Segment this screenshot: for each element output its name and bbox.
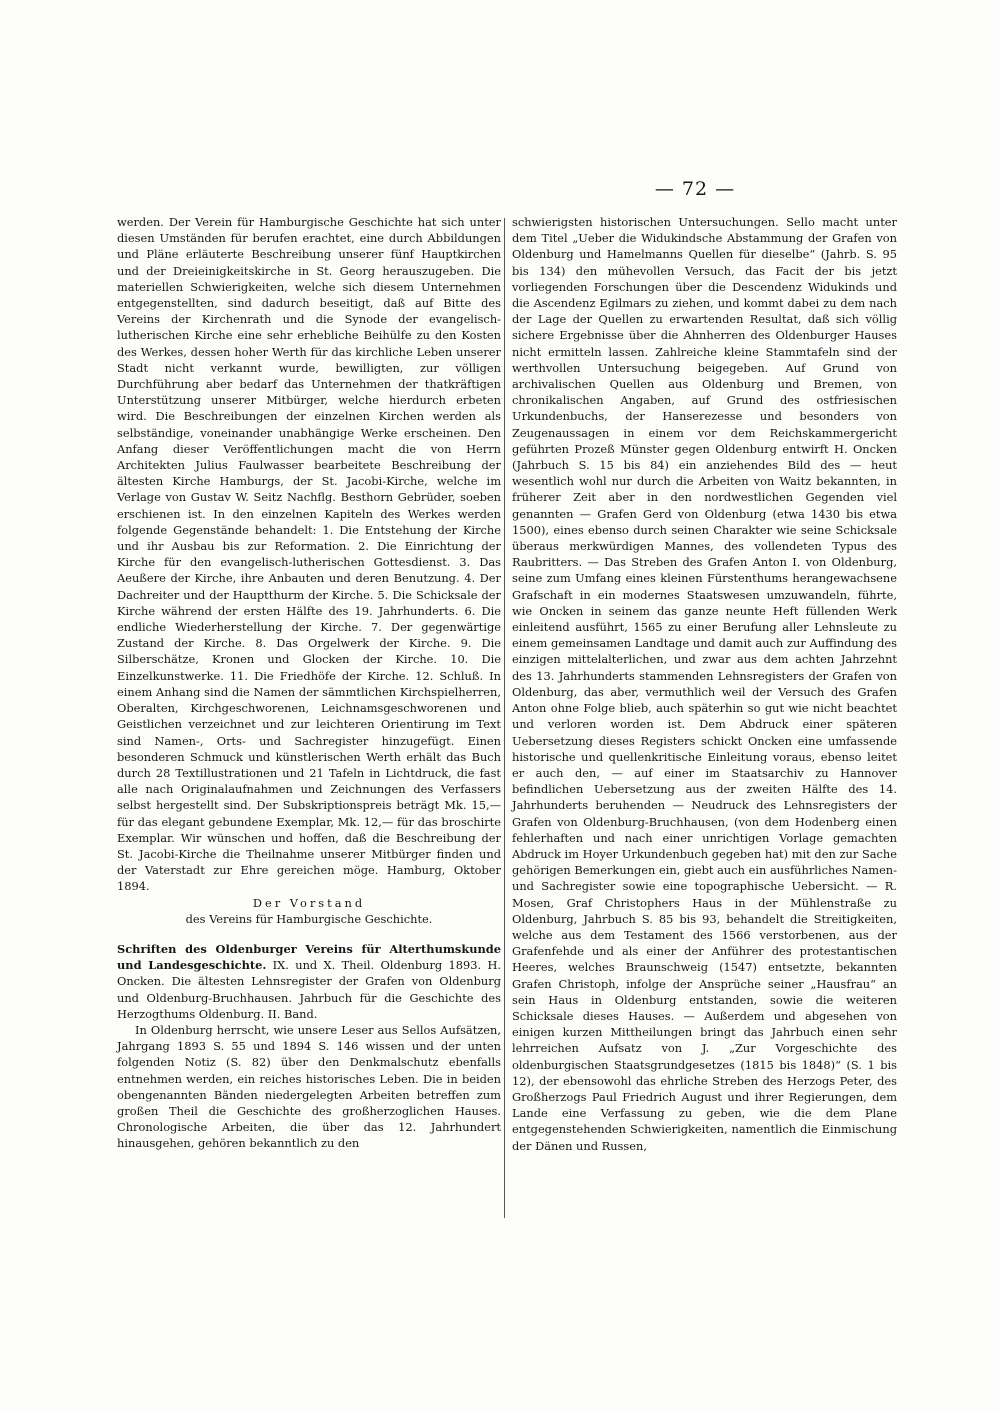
signature-name: Der Vorstand [252, 895, 366, 910]
column-divider [504, 218, 505, 1218]
page-number: — 72 — [654, 178, 736, 200]
article-paragraph-continued: schwierigsten historischen Untersuchungen. Sello macht unter dem Titel „Ueber die Widukindsche Abstammung der Grafen von Oldenburg und Hamelmanns Quellen für dieselbe“ (Jahrb. S. 95 bis 134) den mühevollen Versuch, das Facit der bis jetzt vorliegenden Forschungen über die Descendenz Widukinds und die Ascendenz Egilmars zu ziehen, und kommt dabei zu dem nach der Lage der Quellen zu erwartenden Resultat, daß sich völlig sichere Ergebnisse über die Ahnherren des Oldenburger Hauses nicht ermitteln lassen. Zahlreiche kleine Stammtafeln sind der werthvollen Untersuchung beigegeben. Auf Grund von archivalischen Quellen aus Oldenburg und Bremen, von chronikalischen Angaben, auf Grund des ostfriesischen Urkundenbuchs, der Hanserezesse und besonders von Zeugenaussagen in einem vor dem Reichskammergericht geführten Prozeß Münster gegen Oldenburg entwirft H. Oncken (Jahrbuch S. 15 bis 84) ein anziehendes Bild des — heut wesentlich wohl nur durch die Arbeiten von Waitz bekannten, in früherer Zeit aber in den nordwestlichen Gegenden viel genannten — Grafen Gerd von Oldenburg (etwa 1430 bis etwa 1500), eines ebenso durch seinen Charakter wie seine Schicksale überaus merkwürdigen Mannes, des vollendeten Typus des Raubritters. — Das Streben des Grafen Anton I. von Oldenburg, seine zum Umfang eines kleinen Fürstenthums herangewachsene Grafschaft in ein modernes Staatswesen umzuwandeln, führte, wie Oncken in seinem das ganze neunte Heft füllenden Werk einleitend ausführt, 1565 zu einer Berufung aller Lehnsleute zu einem gemeinsamen Landtage und damit auch zur Auffindung des einzigen mittelalterlichen, und zwar aus dem achten Jahrzehnt des 13. Jahrhunderts stammenden Lehnsregisters der Grafen von Oldenburg, das aber, vermuthlich weil der Versuch des Grafen Anton ohne Folge blieb, auch späterhin so gut wie nicht beachtet und verloren worden ist. Dem Abdruck einer späteren Uebersetzung dieses Registers schickt Oncken eine umfassende historische und quellenkritische Einleitung voraus, ebenso leitet er auch den, — auf einer im Staatsarchiv zu Hannover befindlichen Uebersetzung aus der zweiten Hälfte des 14. Jahrhunderts beruhenden — Neudruck des Lehnsregisters der Grafen von Oldenburg-Bruchhausen, (von dem Hodenberg einen fehlerhaften und nach einer unrichtigen Vorlage gemachten Abdruck im Hoyer Urkundenbuch gegeben hat) mit den zur Sache gehörigen Bemerkungen ein, giebt auch ein ausführliches Namen- und Sachregister sowie eine topographische Uebersicht. — R. Mosen, Graf Christophers Haus in der Mühlenstraße zu Oldenburg, Jahrbuch S. 85 bis 93, behandelt die Streitigkeiten, welche aus dem Testament des 1566 verstorbenen, aus der Grafenfehde und als einer der Anführer des protestantischen Heeres, welches Braunschweig (1547) entsetzte, bekannten Grafen Christoph, infolge der Ansprüche seiner „Hausfrau“ an sein Haus in Oldenburg entstanden, sowie die weiteren Schicksale dieses Hauses. — Außerdem und abgesehen von einigen kurzen Mittheilungen bringt das Jahrbuch einen sehr lehrreichen Aufsatz von J. „Zur Vorgeschichte des oldenburgischen Staatsgrundgesetzes (1815 bis 1848)“ (S. 1 bis 12), der ebensowohl das ehrliche Streben des Herzogs Peter, des Großherzogs Paul Friedrich August und ihrer Regierungen, dem Lande eine Verfassung zu geben, wie die dem Plane entgegenstehenden Schwierigkeiten, namentlich die Einmischung der Dänen und Russen, [512, 215, 897, 1153]
signature-organization: des Vereins für Hamburgische Geschichte. [185, 911, 433, 926]
article-paragraph-hamburg: werden. Der Verein für Hamburgische Geschichte hat sich unter diesen Umständen für berufen erachtet, eine durch Abbildungen und Pläne erläuterte Beschreibung unserer fünf Hauptkirchen und der Dreieinigkeitskirche in St. Georg herauszugeben. Die materiellen Schwierigkeiten, welche sich diesem Unternehmen entgegenstellten, sind dadurch beseitigt, daß auf Bitte des Vereins der Kirchenrath und die Synode der evangelisch-lutherischen Kirche eine sehr erhebliche Beihülfe zu den Kosten des Werkes, dessen hoher Werth für das kirchliche Leben unserer Stadt nicht verkannt wurde, bewilligten, zur völligen Durchführung aber bedarf das Unternehmen der thatkräftigen Unterstützung unserer Mitbürger, welche hierdurch erbeten wird. Die Beschreibungen der einzelnen Kirchen werden als selbständige, voneinander unabhängige Werke erscheinen. Den Anfang dieser Veröffentlichungen macht die von Herrn Architekten Julius Faulwasser bearbeitete Beschreibung der ältesten Kirche Hamburgs, der St. Jacobi-Kirche, welche im Verlage von Gustav W. Seitz Nachflg. Besthorn Gebrüder, soeben erschienen ist. In den einzelnen Kapiteln des Werkes werden folgende Gegenstände behandelt: 1. Die Entstehung der Kirche und ihr Ausbau bis zur Reformation. 2. Die Einrichtung der Kirche für den evangelisch-lutherischen Gottesdienst. 3. Das Aeußere der Kirche, ihre Anbauten und deren Benutzung. 4. Der Dachreiter und der Hauptthurm der Kirche. 5. Die Schicksale der Kirche während der ersten Hälfte des 19. Jahrhunderts. 6. Die endliche Wiederherstellung der Kirche. 7. Der gegenwärtige Zustand der Kirche. 8. Das Orgelwerk der Kirche. 9. Die Silberschätze, Kronen und Glocken der Kirche. 10. Die Einzelkunstwerke. 11. Die Friedhöfe der Kirche. 12. Schluß. In einem Anhang sind die Namen der sämmtlichen Kirchspielherren, Oberalten, Kirchgeschworenen, Leichnamsgeschworenen und Geistlichen verzeichnet und zur leichteren Orientirung im Text sind Namen-, Orts- und Sachregister hinzugefügt. Einen besonderen Schmuck und künstlerischen Werth erhält das Buch durch 28 Textillustrationen und 21 Tafeln in Lichtdruck, die fast alle nach Originalaufnahmen und Zeichnungen des Verfassers selbst hergestellt sind. Der Subskriptionspreis beträgt Mk. 15,— für das elegant gebundene Exemplar, Mk. 12,— für das broschirte Exemplar. Wir wünschen und hoffen, daß die Beschreibung der St. Jacobi-Kirche die Theilnahme unserer Mitbürger finden und der Vaterstadt zur Ehre gereichen möge. Hamburg, Oktober 1894. [117, 215, 501, 894]
article-paragraph-oldenburg: In Oldenburg herrscht, wie unsere Leser aus Sellos Aufsätzen, Jahrgang 1893 S. 55 und 1894 S. 146 wissen und der unten folgenden Notiz (S. 82) über den Denkmalschutz ebenfalls entnehmen werden, ein reiches historisches Leben. Die in beiden obengenannten Bänden niedergelegten Arbeiten betreffen zum großen Theil die Geschichte des großherzoglichen Hauses. Chronologische Arbeiten, die über das 12. Jahrhundert hinausgehen, gehören bekanntlich zu den [117, 1022, 501, 1151]
left-column [117, 214, 501, 1152]
review-heading-title: Schriften des Oldenburger Vereins für Alterthumskunde und Landesgeschichte. [117, 941, 501, 973]
right-column [512, 214, 897, 1154]
review-heading-details: IX. und X. Theil. Oldenburg 1893. H. Oncken. Die ältesten Lehnsregister der Grafen von Oldenburg und Oldenburg-Bruchhausen. Jahrbuch für die Geschichte des Herzogthums Oldenburg. II. Band. [117, 958, 501, 1021]
review-heading [117, 941, 501, 1022]
